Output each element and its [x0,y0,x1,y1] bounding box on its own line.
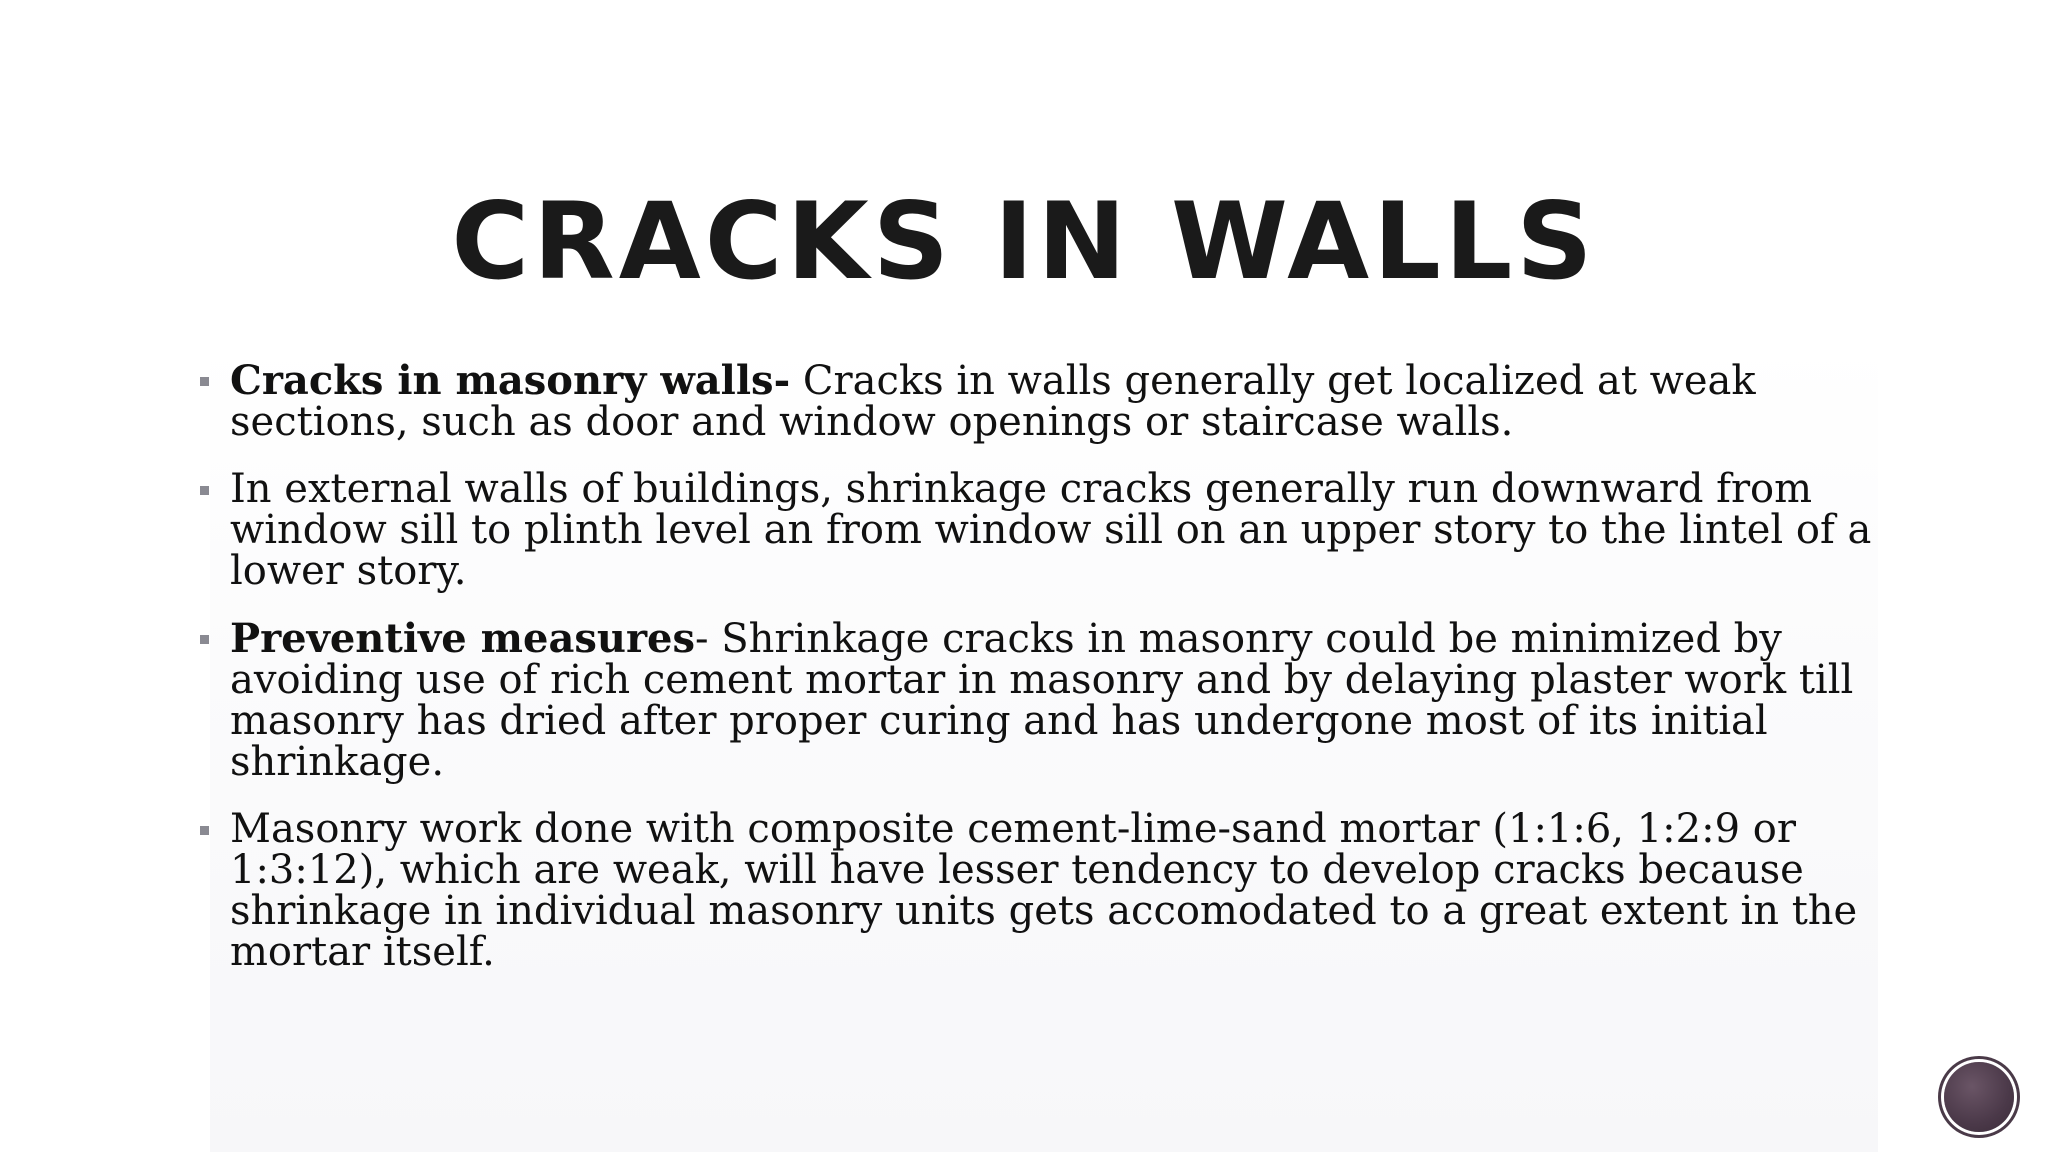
bullet-marker-icon [200,377,209,386]
bullet-item-external-walls [196,466,1886,594]
bullet-marker-icon [200,826,209,835]
bullet-text: Cracks in walls generally get localized at weak sections, such as door and window openings or staircase walls. [230,358,1756,445]
bullet-marker-icon [200,635,209,644]
slide-title: CRACKS IN WALLS [451,180,1597,304]
bullet-text: Masonry work done with composite cement-lime-sand mortar (1:1:6, 1:2:9 or 1:3:12), which are weak, will have lesser tendency to develop cracks because shrinkage in individual masonry units gets accomodated to a great extent in the mortar itself. [230,806,1858,975]
navigation-circle-icon[interactable] [1944,1062,2014,1132]
bullet-text: - Shrinkage cracks in masonry could be minimized by avoiding use of rich cement mortar in masonry and by delaying plaster work till masonry has dried after proper curing and has undergone most of its initial shrinkage. [230,616,1854,785]
bullet-item-preventive-measures [196,615,1886,785]
bullet-heading: Cracks in masonry walls- [230,357,791,404]
bullet-text: In external walls of buildings, shrinkage cracks generally run downward from window sill to plinth level an from window sill on an upper story to the lintel of a lower story. [230,466,1872,594]
bullet-heading: Preventive measures [230,615,695,662]
bullet-item-masonry-cracks [196,357,1886,445]
bullet-marker-icon [200,486,209,495]
bullet-list [196,357,1886,999]
bullet-item-composite-mortar [196,806,1886,975]
